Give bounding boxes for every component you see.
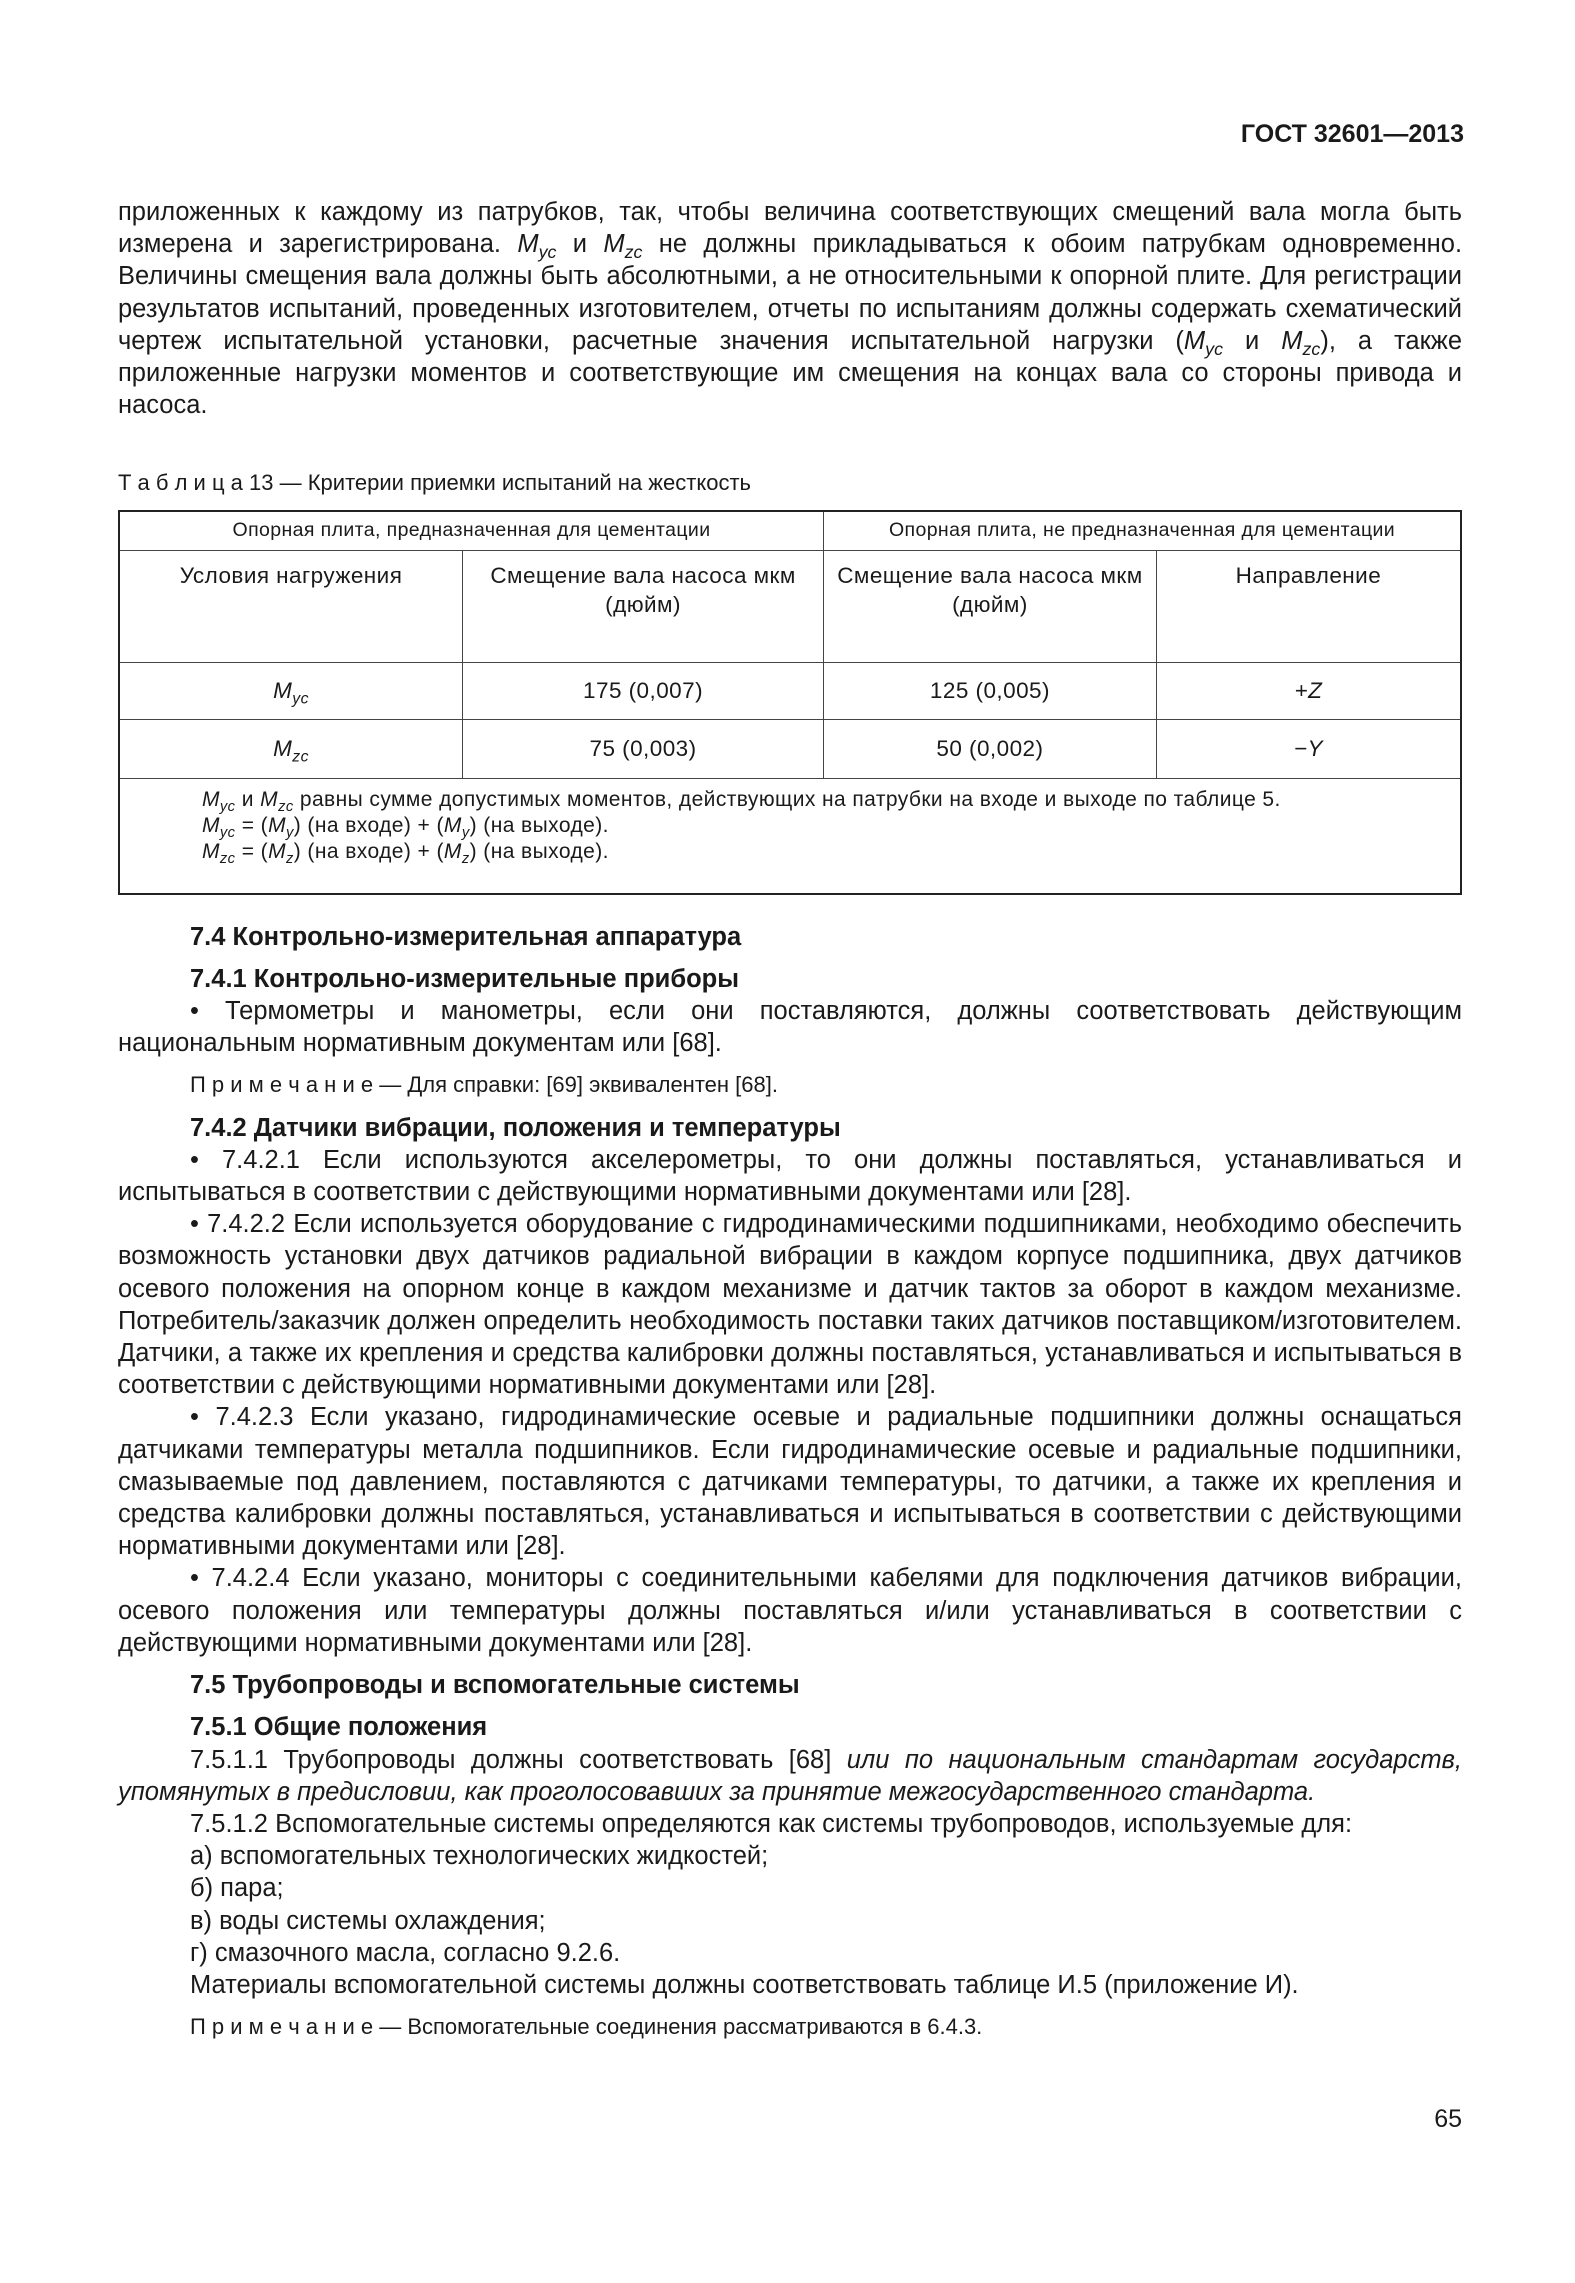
paragraph-7-4-2-1: • 7.4.2.1 Если используются акселерометры, то они должны поставляться, устанавливаться и испытываться в соответствии с действующими нормативными документами или [28]. <box>118 1145 1462 1207</box>
document-header: ГОСТ 32601—2013 <box>1240 120 1464 148</box>
table-footnote <box>119 778 1461 894</box>
acceptance-criteria-table <box>118 510 1462 895</box>
direction-cell: +Z <box>1156 662 1461 719</box>
paragraph-7-5-1-1: 7.5.1.1 Трубопроводы должны соответствовать [68] или по национальным стандартам государств, упомянутых в предисловии, как проголосовавших за принятие межгосударственного стандарта. <box>118 1745 1462 1806</box>
subsection-title-7-4-1: 7.4.1 Контрольно-измерительные приборы <box>190 964 740 993</box>
table-column-header-row <box>119 550 1461 662</box>
group-header-non-grouted: Опорная плита, не предназначенная для цементации <box>824 511 1461 551</box>
paragraph-7-5-1-2: 7.5.1.2 Вспомогательные системы определяются как системы трубопроводов, используемые для: <box>190 1809 1353 1838</box>
paragraph-7-4-2-3: • 7.4.2.3 Если указано, гидродинамические осевые и радиальные подшипники должны оснащаться датчиками температуры металла подшипников. Если гидродинамические осевые и радиальные подшипники, смазываемые под давлением, поставляются с датчиками температуры, то датчики, а также их крепления и средства калибровки должны поставляться, устанавливаться и испытываться в соответствии с действующими нормативными документами или [28]. <box>118 1403 1462 1561</box>
col-header-displacement-non-grouted: Смещение вала насоса мкм (дюйм) <box>824 550 1157 662</box>
list-item: в) воды системы охлаждения; <box>190 1906 546 1935</box>
table-row <box>119 662 1461 719</box>
col-header-load-condition: Условия нагружения <box>119 550 463 662</box>
paragraph-7-4-2-4: • 7.4.2.4 Если указано, мониторы с соединительными кабелями для подключения датчиков вибрации, осевого положения или температуры должны поставляться и/или устанавливаться в соответствии с действующими нормативными документами или [28]. <box>118 1564 1462 1657</box>
table-cell: 125 (0,005) <box>824 662 1157 719</box>
section-title-7-4: 7.4 Контрольно-измерительная аппаратура <box>190 922 742 951</box>
paragraph-7-4-1: • Термометры и манометры, если они поставляются, должны соответствовать действующим национальным нормативным документам или [68]. <box>118 997 1462 1058</box>
table-row <box>119 719 1461 778</box>
footnote-line-1: $M_{yc}$ и $M_{zc}$ равны сумме допустимых моментов, действующих на патрубки на входе и выходе по таблице 5. <box>202 787 1281 815</box>
table-cell: 175 (0,007) <box>463 662 824 719</box>
list-item: а) вспомогательных технологических жидкостей; <box>190 1842 769 1871</box>
group-header-grouted: Опорная плита, предназначенная для цементации <box>119 511 824 551</box>
col-header-direction: Направление <box>1156 550 1461 662</box>
subsection-title-7-5-1: 7.5.1 Общие положения <box>190 1713 488 1742</box>
paragraph-7-4-2-2: • 7.4.2.2 Если используется оборудование с гидродинамическими подшипниками, необходимо обеспечить возможность установки двух датчиков радиальной вибрации в каждом корпусе подшипника, двух датчиков осевого положения на опорном конце в каждом механизме и датчик тактов за оборот в каждом механизме. Потребитель/заказчик должен определить необходимость поставки таких датчиков поставщиком/изготовителем. Датчики, а также их крепления и средства калибровки должны поставляться, устанавливаться и испытываться в соответствии с действующими нормативными документами или [28]. <box>118 1210 1462 1400</box>
list-item: б) пара; <box>190 1874 284 1903</box>
page-content <box>118 196 1462 2043</box>
table-cell: 50 (0,002) <box>824 719 1157 778</box>
load-condition-cell: $M_{yc}$ <box>119 662 463 719</box>
table-group-header-row <box>119 511 1461 551</box>
subsection-title-7-4-2: 7.4.2 Датчики вибрации, положения и температуры <box>190 1113 841 1142</box>
footnote-line-2: $M_{yc} = (M_y)$ (на входе) + $(M_y)$ (на выходе). <box>202 813 609 841</box>
page-number: 65 <box>1434 2105 1462 2133</box>
table-footnote-row <box>119 778 1461 894</box>
section-title-7-5: 7.5 Трубопроводы и вспомогательные системы <box>190 1671 800 1700</box>
load-condition-cell: $M_{zc}$ <box>119 719 463 778</box>
col-header-displacement-grouted: Смещение вала насоса мкм (дюйм) <box>463 550 824 662</box>
note-7-4-1: П р и м е ч а н и е — Для справки: [69] эквивалентен [68]. <box>190 1072 778 1098</box>
list-item: г) смазочного масла, согласно 9.2.6. <box>190 1938 621 1967</box>
footnote-line-3: $M_{zc} = (M_z)$ (на входе) + $(M_z)$ (на выходе). <box>202 839 609 867</box>
table-caption: Т а б л и ц а 13 — Критерии приемки испытаний на жесткость <box>118 470 751 496</box>
note-7-5-1: П р и м е ч а н и е — Вспомогательные соединения рассматриваются в 6.4.3. <box>190 2014 983 2040</box>
materials-paragraph: Материалы вспомогательной системы должны соответствовать таблице И.5 (приложение И). <box>190 1970 1299 1999</box>
direction-cell: −Y <box>1156 719 1461 778</box>
table-cell: 75 (0,003) <box>463 719 824 778</box>
intro-paragraph: приложенных к каждому из патрубков, так, чтобы величина соответствующих смещений вала могла быть измерена и зарегистрирована. $M_{yc}$ и $M_{zc}$ не должны прикладываться к обоим патрубкам одновременно. Величины смещения вала должны быть абсолютными, а не относительными к опорной плите. Для регистрации результатов испытаний, проведенных изготовителем, отчеты по испытаниям должны содержать схематический чертеж испытательной установки, расчетные значения испытательной нагрузки ($M_{yc}$ и $M_{zc}$), а также приложенные нагрузки моментов и соответствующие им смещения на концах вала со стороны привода и насоса. <box>118 198 1463 420</box>
